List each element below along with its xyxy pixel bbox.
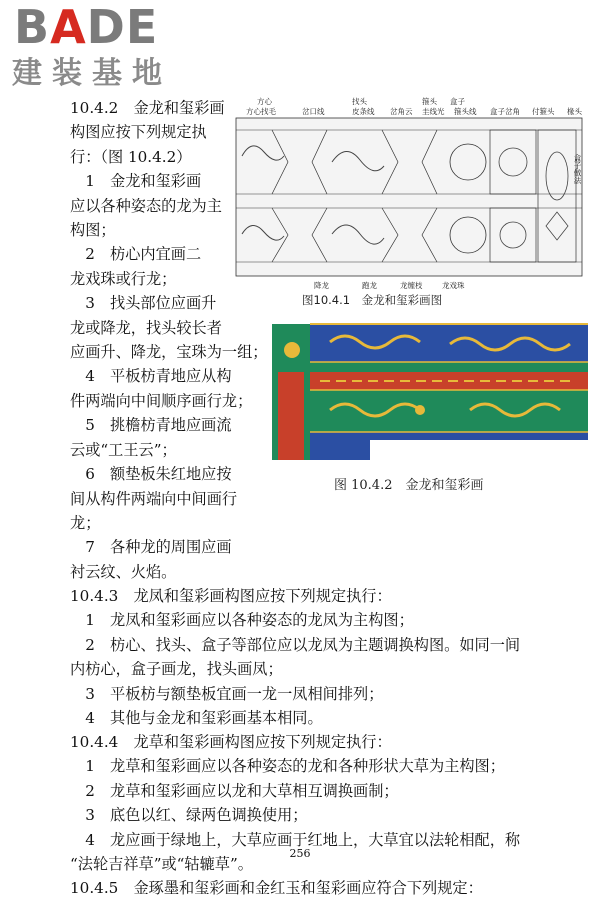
logo-letter-accent: A: [50, 0, 87, 54]
figure-10-4-1: [232, 94, 586, 309]
fig1-label-jianglong: 降龙: [314, 281, 329, 290]
figure-caption-10-4-1: 图10.4.1 金龙和玺彩画图: [302, 293, 443, 307]
fig2-color-painting: [270, 322, 588, 462]
text-line: 6 额垫板朱红地应按: [70, 465, 232, 484]
text-line: “法轮吉祥草”或“轱辘草”。: [70, 855, 253, 874]
fig1-label-hezi: 盒子: [450, 97, 465, 106]
text-line: 应以各种姿态的龙为主: [70, 196, 222, 215]
fig1-label-a: 方心找毛: [246, 107, 276, 116]
fig1-label-longchanzhi: 龙缠枝: [400, 281, 423, 290]
text-line: 云或“工王云”；: [70, 440, 177, 459]
text-line: 5 挑檐枋青地应画流: [70, 416, 232, 435]
logo-letter: B: [14, 0, 51, 54]
section-10-4-5: [70, 876, 483, 900]
text-line: 7 各种龙的周围应画: [70, 538, 232, 557]
text-line: 衬云纹、火焰。: [70, 562, 177, 581]
text-line: 内枋心，盒子画龙，找头画凤；: [70, 660, 283, 679]
text-line: 10.4.2 金龙和玺彩画: [70, 99, 225, 117]
text-line: 10.4.5 金琢墨和玺彩画和金红玉和玺彩画应符合下列规定：: [70, 879, 483, 897]
text-line: 10.4.4 龙草和玺彩画构图应按下列规定执行：: [70, 733, 392, 751]
section-10-4-2: [70, 96, 267, 584]
text-line: 1 龙凤和玺彩画应以各种姿态的龙凤为主构图；: [70, 611, 414, 630]
fig1-label-f: 箍头线: [454, 107, 477, 116]
fig1-label-d: 岔角云: [390, 107, 413, 116]
text-line: 4 平板枋青地应从构: [70, 367, 232, 386]
text-line: 应画升、降龙，宝珠为一组；: [70, 343, 268, 362]
brand-logo: [14, 0, 159, 54]
text-line: 1 金龙和玺彩画: [70, 172, 202, 191]
fig1-label-gutou: 箍头: [422, 97, 437, 106]
text-line: 3 找头部位应画升: [70, 294, 217, 313]
fig1-label-g: 盒子岔角: [490, 107, 520, 116]
fig1-label-fangxin: 方心: [257, 97, 272, 106]
text-line: 4 其他与金龙和玺彩画基本相同。: [70, 709, 323, 728]
fig1-label-b: 岔口线: [302, 107, 325, 116]
fig1-label-h: 付箍头: [532, 107, 555, 116]
text-line: 件两端向中间顺序画行龙；: [70, 391, 253, 410]
text-line: 2 枋心内宜画二: [70, 245, 202, 264]
figure-caption-10-4-2: 图 10.4.2 金龙和玺彩画: [334, 478, 484, 493]
text-line: 构图应按下列规定执: [70, 123, 207, 142]
fig1-label-zhaotou: 找头: [352, 97, 367, 106]
fig1-label-i: 椽头: [567, 107, 582, 116]
text-line: 10.4.3 龙凤和玺彩画构图应按下列规定执行：: [70, 587, 392, 605]
text-line: 间从构件两端向中间画行: [70, 489, 238, 508]
text-line: 构图；: [70, 221, 116, 240]
section-10-4-4: [70, 730, 520, 876]
text-line: 2 龙草和玺彩画应以龙和大草相互调换画制；: [70, 781, 399, 800]
text-line: 3 平板枋与额垫板宜画一龙一凤相间排列；: [70, 684, 384, 703]
brand-subtitle: 建装基地: [12, 56, 172, 91]
fig1-label-c: 皮条线: [352, 107, 375, 116]
fig1-side-label: 盒子做法: [573, 154, 582, 184]
figure-10-4-2: [270, 322, 588, 497]
fig1-label-paolong: 跑龙: [362, 281, 377, 290]
text-line: 龙戏珠或行龙；: [70, 269, 177, 288]
text-line: 4 龙应画于绿地上，大草应画于红地上，大草宜以法轮相配，称: [70, 830, 521, 849]
text-line: 行：（图 10.4.2）: [70, 147, 192, 166]
text-line: 1 龙草和玺彩画应以各种姿态的龙和各种形状大草为主构图；: [70, 757, 505, 776]
text-line: 3 底色以红、绿两色调换使用；: [70, 806, 308, 825]
page-number: 256: [289, 847, 311, 860]
text-line: 龙或降龙，找头较长者: [70, 318, 222, 337]
section-10-4-3: [70, 584, 520, 730]
fig1-label-longxizhu: 龙戏珠: [442, 281, 465, 290]
text-line: 2 枋心、找头、盒子等部位应以龙凤为主题调换构图。如同一间: [70, 635, 521, 654]
text-line: 龙；: [70, 513, 101, 532]
fig1-line-drawing: [232, 116, 586, 278]
logo-letter: DE: [86, 0, 159, 54]
fig1-label-e: 圭线光: [422, 107, 445, 116]
